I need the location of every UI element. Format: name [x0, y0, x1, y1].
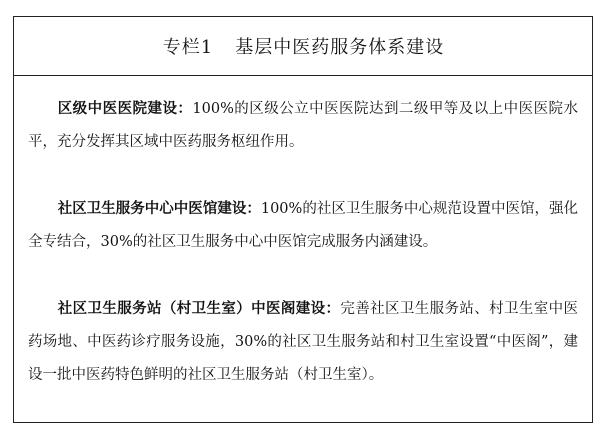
box-title-number: 专栏1 [162, 37, 214, 58]
section-heading: 社区卫生服务中心中医馆建设： [57, 200, 261, 217]
section-text: 100%的区级公立中医医院达到二级甲等及以上中医医院水平，充分发挥其区域中医药服务枢纽作用。 [28, 101, 579, 150]
box-title-text: 基层中医药服务体系建设 [235, 37, 445, 58]
box-content [14, 76, 592, 392]
section-community-station [28, 292, 578, 392]
section-text: 100%的社区卫生服务中心规范设置中医馆，强化全专结合，30%的社区卫生服务中心中医馆完成服务内涵建设。 [28, 201, 579, 250]
box-title [14, 17, 592, 76]
section-heading: 社区卫生服务站（村卫生室）中医阁建设： [57, 300, 341, 317]
section-community-center [28, 192, 578, 259]
section-text: 完善社区卫生服务站、村卫生室中医药场地、中医药诊疗服务设施，30%的社区卫生服务站和村卫生室设置“中医阁”，建设一批中医药特色鲜明的社区卫生服务站（村卫生室）。 [28, 301, 579, 383]
section-district-hospital [28, 92, 578, 159]
feature-box [13, 16, 593, 423]
section-heading: 区级中医医院建设： [57, 100, 193, 117]
